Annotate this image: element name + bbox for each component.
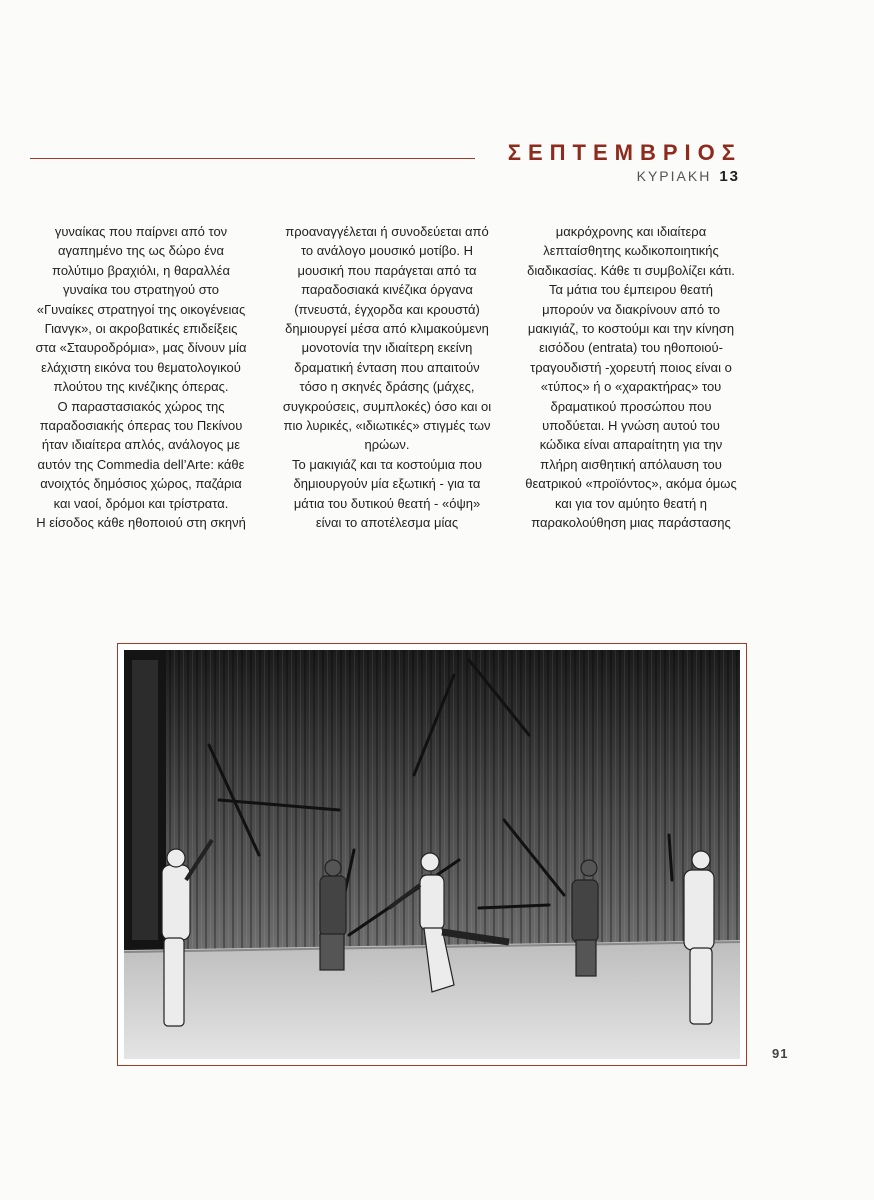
text-line: το ανάλογο μουσικό μοτίβο. Η: [300, 243, 473, 259]
text-line: πλούτου της κινέζικης όπερας.: [53, 379, 229, 395]
page-number: 91: [772, 1046, 789, 1061]
text-line: ήταν ιδιαίτερα απλός, ανάλογος με: [41, 437, 241, 453]
text-column-2: [276, 222, 498, 533]
header-rule: [30, 158, 475, 159]
text-line: Ο παραστασιακός χώρος της: [57, 398, 225, 414]
text-column-1: [30, 222, 252, 533]
text-line: είναι το αποτέλεσμα μίας: [315, 515, 459, 531]
text-column-3: [520, 222, 742, 533]
text-line: παρακολούθηση μιας παράστασης: [531, 515, 731, 531]
text-line: γυναίκας που παίρνει από τον: [54, 224, 228, 239]
text-line: μουσική που παράγεται από τα: [297, 262, 477, 278]
text-line: δημιουργούν μία εξωτική - για τα: [293, 476, 481, 492]
text-line: μάτια του δυτικού θεατή - «όψη»: [293, 495, 481, 511]
text-line: παραδοσιακά κινέζικα όργανα: [301, 282, 473, 298]
text-line: Το μακιγιάζ και τα κοστούμια που: [292, 456, 482, 472]
text-line: τόσο η σκηνές δράσης (μάχες,: [299, 379, 475, 395]
photo-frame: [117, 643, 747, 1066]
text-line: «τύπος» ή ο «χαρακτήρας» του: [540, 379, 722, 395]
text-line: πιο λυρικές, «ιδιωτικές» στιγμές των: [283, 418, 491, 434]
text-line: ελάχιστη εικόνα του θεματολογικού: [41, 359, 241, 375]
text-line: λεπταίσθητης κωδικοποιητικής: [543, 243, 719, 259]
text-line: αγαπημένο της ως δώρο ένα: [57, 243, 225, 259]
text-line: στα «Σταυροδρόμια», μας δίνουν μία: [35, 340, 247, 356]
text-line: μακρόχρονης και ιδιαίτερα: [555, 224, 707, 239]
text-line: δημιουργεί μέσα από κλιμακούμενη: [285, 321, 489, 337]
month-title: ΣΕΠΤΕΜΒΡΙΟΣ: [507, 140, 742, 165]
text-line: πλήρη αισθητική απόλαυση του: [540, 456, 722, 472]
text-line: μπορούν να διακρίνουν από το: [542, 301, 720, 317]
text-line: προαναγγέλεται ή συνοδεύεται από: [285, 224, 489, 239]
text-line: «Γυναίκες στρατηγοί της οικογένειας: [36, 301, 246, 317]
text-line: εισόδου (entrata) του ηθοποιού-: [539, 340, 723, 356]
text-line: δραματικού προσώπου που: [550, 398, 712, 414]
text-line: (πνευστά, έγχορδα και κρουστά): [294, 301, 480, 317]
text-line: αυτόν της Commedia dell’Arte: κάθε: [37, 456, 245, 472]
date-line: [637, 168, 740, 185]
text-line: υποδύεται. Η γνώση αυτού του: [542, 418, 720, 434]
text-line: δραματική ένταση που απαιτούν: [294, 359, 480, 375]
text-line: Τα μάτια του έμπειρου θεατή: [549, 282, 713, 298]
text-line: μονοτονία την ιδιαίτερη εκείνη: [301, 340, 473, 356]
text-line: συγκρούσεις, συμπλοκές) όσο και οι: [282, 398, 492, 414]
text-line: γυναίκα του στρατηγού στο: [63, 282, 219, 298]
text-line: μακιγιάζ, το κοστούμι και την κίνηση: [527, 321, 735, 337]
text-line: παραδοσιακής όπερας του Πεκίνου: [39, 418, 243, 434]
text-line: Η είσοδος κάθε ηθοποιού στη σκηνή: [36, 515, 246, 531]
weekday-label: ΚΥΡΙΑΚΗ: [636, 168, 712, 184]
text-line: τραγουδιστή -χορευτή ποιος είναι ο: [530, 359, 732, 375]
text-line: πολύτιμο βραχιόλι, η θαραλλέα: [52, 262, 230, 278]
text-line: ανοιχτός δημόσιος χώρος, παζάρια: [40, 476, 242, 492]
text-line: Γιανγκ», οι ακροβατικές επιδείξεις: [44, 321, 238, 337]
text-line: και για τον αμύητο θεατή η: [554, 495, 708, 511]
text-line: διαδικασίας. Κάθε τι συμβολίζει κάτι.: [527, 262, 735, 278]
text-line: κώδικα είναι απαραίτητη για την: [539, 437, 723, 453]
text-line: και ναοί, δρόμοι και τρίστρατα.: [53, 495, 229, 511]
day-number: 13: [719, 168, 740, 185]
opera-stage-photo: [124, 650, 740, 1059]
text-line: ηρώων.: [364, 437, 410, 453]
text-line: θεατρικού «προϊόντος», ακόμα όμως: [525, 476, 737, 492]
